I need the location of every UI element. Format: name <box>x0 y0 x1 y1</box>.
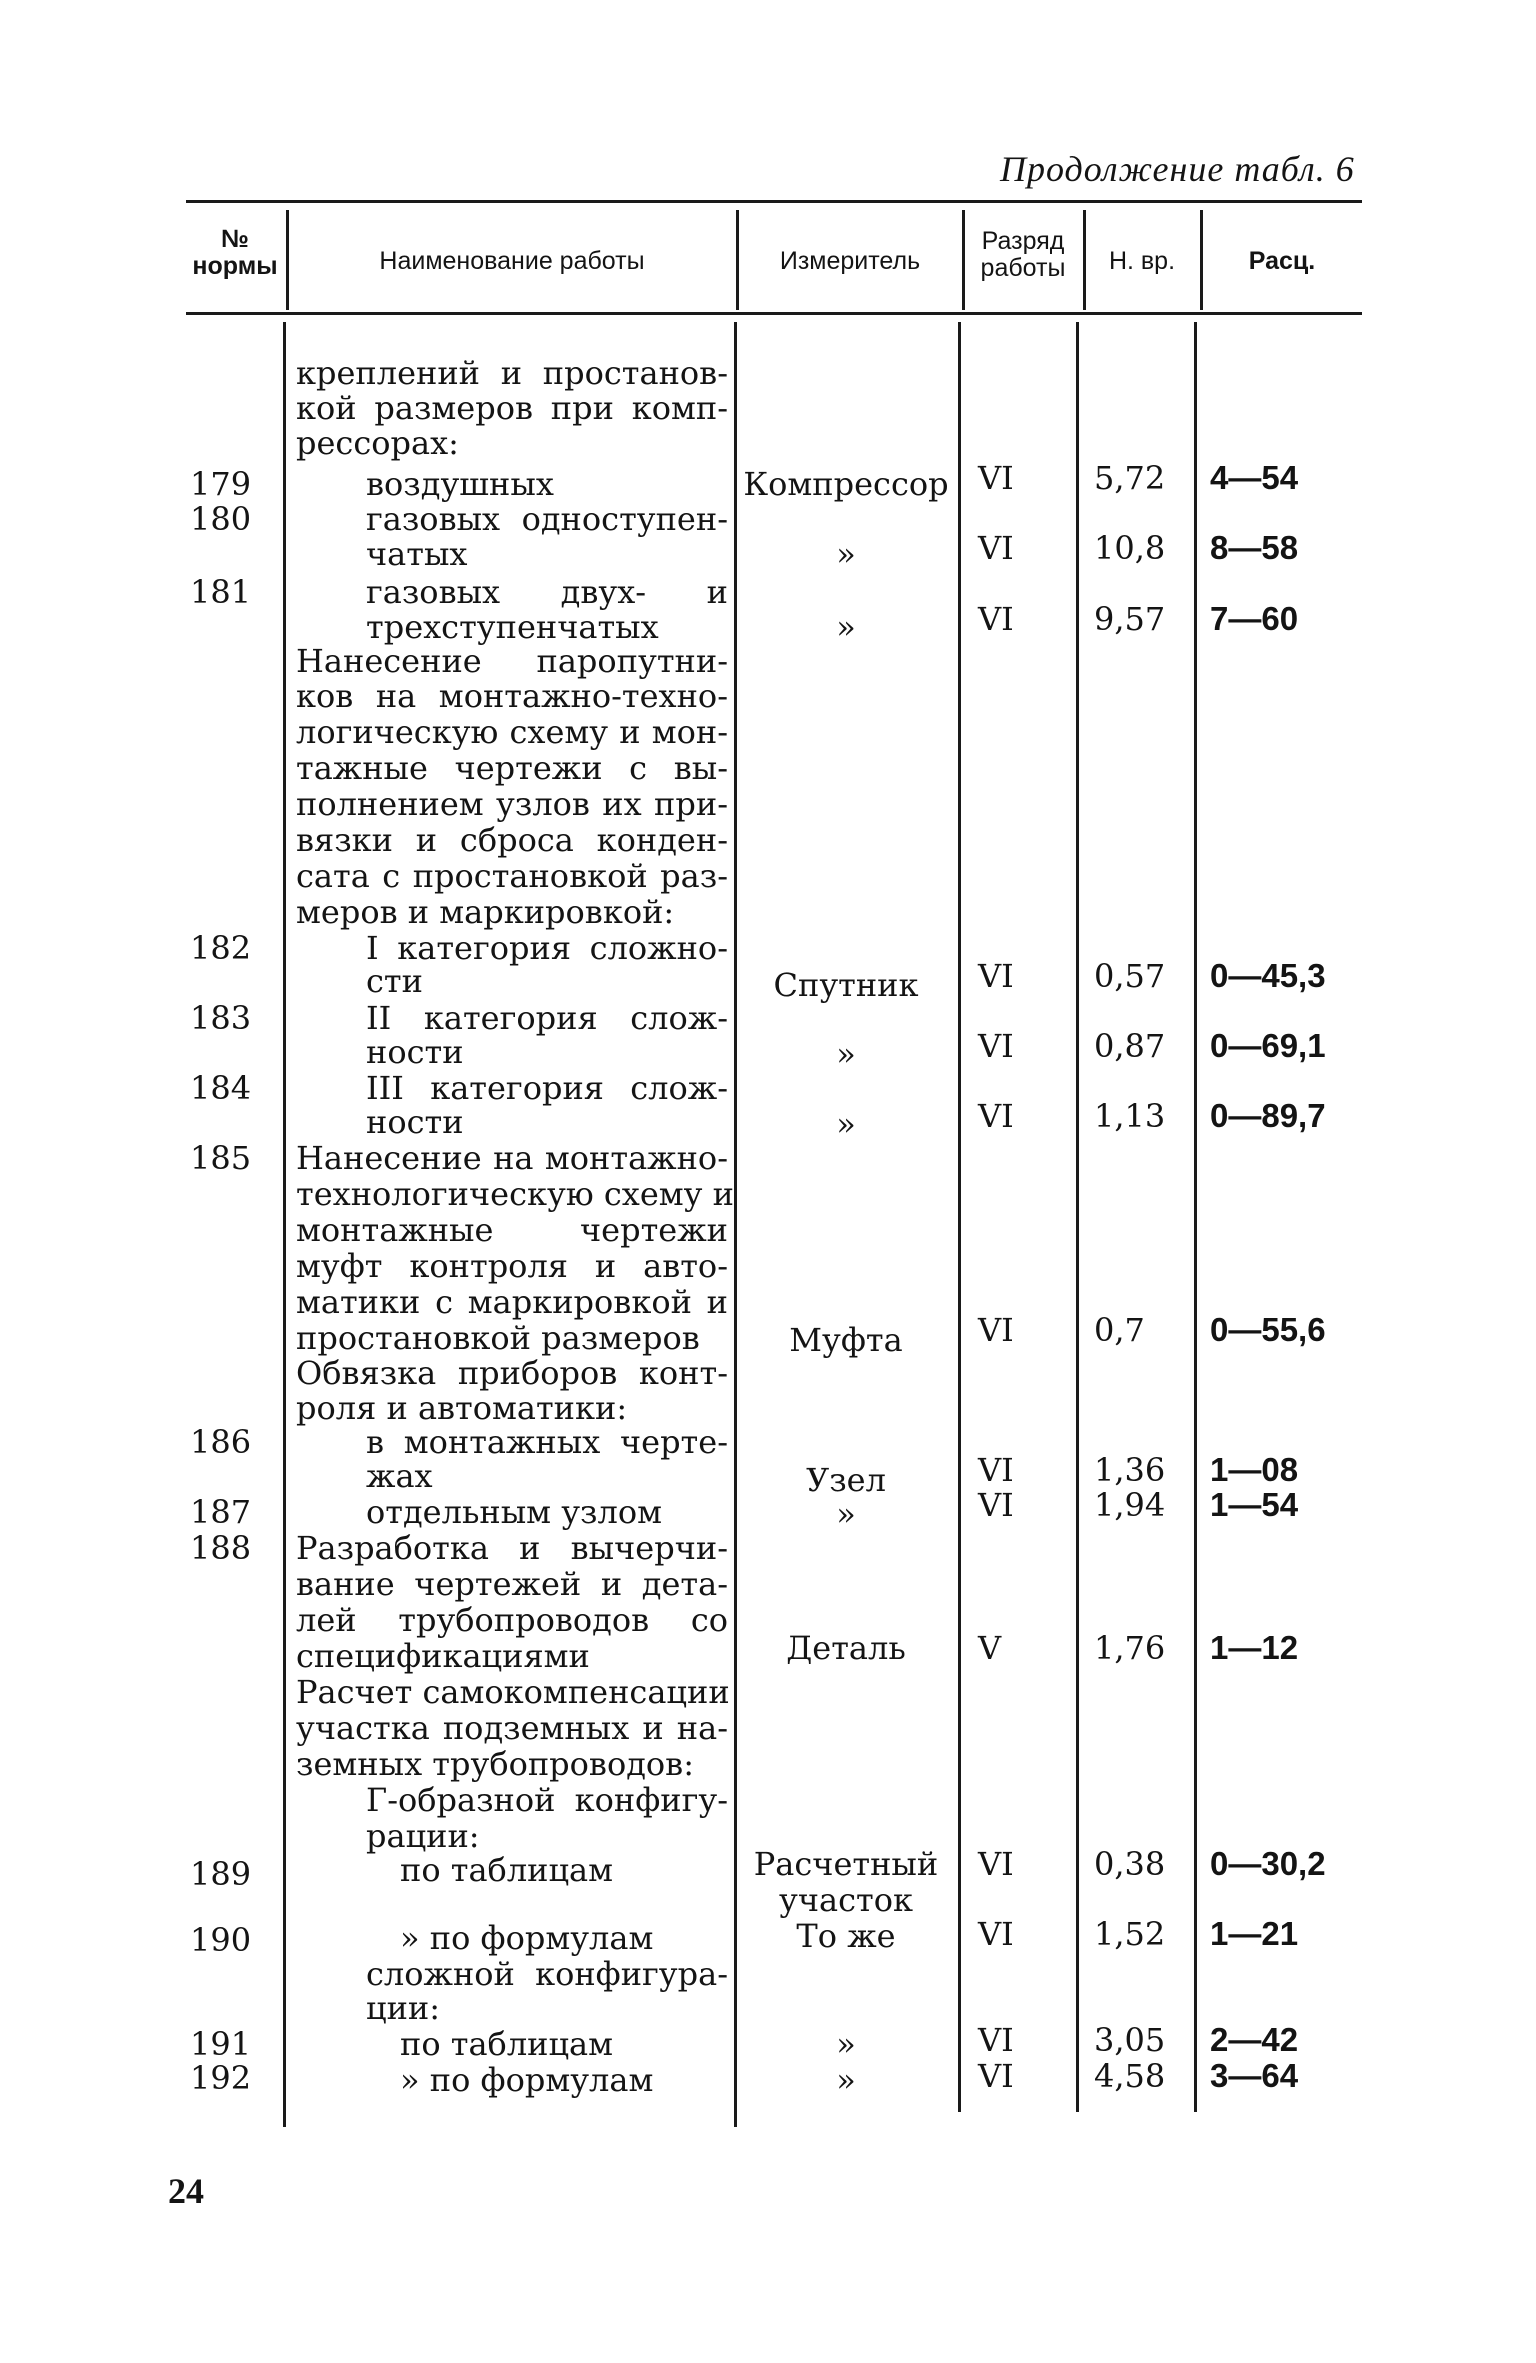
work-name-line: I категория сложно- <box>366 929 728 967</box>
work-name-line: меров и маркировкой: <box>296 893 675 931</box>
norm-number: 182 <box>190 929 252 967</box>
work-name-line: матики с маркировкой и <box>296 1283 728 1321</box>
header-grade-line1: Разряд <box>981 227 1065 255</box>
rate-value: 1—08 <box>1210 1451 1299 1488</box>
work-name-line: тажные чертежи с вы- <box>296 749 728 787</box>
work-name-line: отдельным узлом <box>366 1493 662 1531</box>
measure-unit: Муфта <box>789 1321 903 1359</box>
work-name-line: » по формулам <box>400 2061 654 2099</box>
work-name-line: роля и автоматики: <box>296 1389 628 1427</box>
rate-value: 0—69,1 <box>1210 1027 1326 1064</box>
work-name-line: II категория слож- <box>366 999 728 1037</box>
time-norm: 1,76 <box>1094 1629 1166 1667</box>
header-name: Наименование работы <box>379 247 645 275</box>
work-name-line: воздушных <box>366 465 554 503</box>
measure-unit: » <box>836 1035 856 1073</box>
norm-number: 190 <box>190 1921 252 1959</box>
time-norm: 1,36 <box>1094 1451 1166 1489</box>
header-grade <box>964 228 1082 282</box>
work-grade: VI <box>978 1451 1014 1489</box>
measure-unit: » <box>836 608 856 646</box>
work-grade: VI <box>978 1097 1014 1135</box>
work-name-line: логическую схему и мон- <box>296 713 728 751</box>
measure-unit: » <box>836 1105 856 1143</box>
work-grade: VI <box>978 1027 1014 1065</box>
table-continuation-caption: Продолжение табл. 6 <box>1000 149 1355 189</box>
work-grade: VI <box>978 1915 1014 1953</box>
work-name-line: Нанесение паропутни- <box>296 642 728 680</box>
work-name-line: сложной конфигура- <box>366 1955 728 1993</box>
rate-value: 1—12 <box>1210 1629 1299 1666</box>
work-grade: VI <box>978 600 1014 638</box>
work-name-line: креплений и простанов- <box>296 354 728 392</box>
measure-unit: » <box>836 2061 856 2099</box>
work-name-line: муфт контроля и авто- <box>296 1247 728 1285</box>
work-name-line: сата с простановкой раз- <box>296 857 728 895</box>
work-name-line: земных трубопроводов: <box>296 1745 694 1783</box>
work-name-line: ности <box>366 1033 464 1071</box>
column-divider <box>283 322 286 2127</box>
norm-number: 183 <box>190 999 252 1037</box>
work-grade: VI <box>978 1845 1014 1883</box>
work-grade: VI <box>978 2021 1014 2059</box>
work-name-line: ности <box>366 1103 464 1141</box>
header-grade-line2: работы <box>980 254 1066 282</box>
work-name-line: » по формулам <box>400 1919 654 1957</box>
rate-value: 4—54 <box>1210 459 1299 496</box>
work-name-line: простановкой размеров <box>296 1319 700 1357</box>
work-grade: VI <box>978 1311 1014 1349</box>
work-name-line: трехступенчатых <box>366 608 659 646</box>
header-time: Н. вр. <box>1108 247 1176 275</box>
time-norm: 3,05 <box>1094 2021 1166 2059</box>
header-number-label: нормы <box>192 252 278 280</box>
work-name-line: жах <box>366 1457 433 1495</box>
work-name-line: полнением узлов их при- <box>296 785 728 823</box>
work-name-line: вание чертежей и дета- <box>296 1565 728 1603</box>
column-divider <box>1194 322 1197 2112</box>
time-norm: 1,52 <box>1094 1915 1166 1953</box>
work-name-line: в монтажных черте- <box>366 1423 728 1461</box>
work-name-line: чатых <box>366 535 468 573</box>
rate-value: 7—60 <box>1210 600 1299 637</box>
work-name-line: технологическую схему и <box>296 1175 734 1213</box>
header-number-symbol: № <box>221 225 249 253</box>
norm-number: 179 <box>190 465 252 503</box>
measure-unit: » <box>836 1495 856 1533</box>
work-grade: VI <box>978 2057 1014 2095</box>
time-norm: 0,38 <box>1094 1845 1166 1883</box>
work-name-line: газовых двух- и <box>366 573 728 611</box>
work-name-line: газовых одноступен- <box>366 500 728 538</box>
header-rate: Расц. <box>1248 247 1316 275</box>
measure-unit: Деталь <box>786 1629 906 1667</box>
rate-value: 2—42 <box>1210 2021 1299 2058</box>
work-name-line: ции: <box>366 1989 441 2027</box>
rate-value: 0—89,7 <box>1210 1097 1326 1134</box>
header-measure: Измеритель <box>779 247 921 275</box>
work-name-line: по таблицам <box>400 1851 614 1889</box>
rate-value: 1—54 <box>1210 1486 1299 1523</box>
work-name-line: вязки и сброса конден- <box>296 821 728 859</box>
work-name-line: Разработка и вычерчи- <box>296 1529 728 1567</box>
rate-value: 3—64 <box>1210 2057 1299 2094</box>
norm-number: 189 <box>190 1855 252 1893</box>
norm-number: 191 <box>190 2025 252 2063</box>
norm-number: 181 <box>190 573 252 611</box>
norm-number: 192 <box>190 2059 252 2097</box>
time-norm: 5,72 <box>1094 459 1166 497</box>
measure-unit: Узел <box>806 1461 886 1499</box>
work-name-line: рессорах: <box>296 424 459 462</box>
norm-number: 184 <box>190 1069 252 1107</box>
norm-number: 187 <box>190 1493 252 1531</box>
time-norm: 9,57 <box>1094 600 1166 638</box>
header-number <box>188 226 282 280</box>
measure-unit: Компрессор <box>743 465 949 503</box>
work-name-line: Г-образной конфигу- <box>366 1781 728 1819</box>
measure-unit: » <box>836 535 856 573</box>
work-grade: VI <box>978 957 1014 995</box>
work-name-line: сти <box>366 962 423 1000</box>
work-grade: VI <box>978 529 1014 567</box>
time-norm: 4,58 <box>1094 2057 1166 2095</box>
norm-number: 186 <box>190 1423 252 1461</box>
column-divider <box>1076 322 1079 2112</box>
work-name-line: монтажные чертежи <box>296 1211 728 1249</box>
time-norm: 1,13 <box>1094 1097 1166 1135</box>
measure-unit: участок <box>779 1881 913 1919</box>
rate-value: 0—30,2 <box>1210 1845 1326 1882</box>
work-grade: VI <box>978 459 1014 497</box>
rate-value: 0—55,6 <box>1210 1311 1326 1348</box>
work-name-line: по таблицам <box>400 2025 614 2063</box>
work-name-line: участка подземных и на- <box>296 1709 728 1747</box>
time-norm: 1,94 <box>1094 1486 1166 1524</box>
time-norm: 0,7 <box>1094 1311 1145 1349</box>
work-name-line: кой размеров при комп- <box>296 389 728 427</box>
work-name-line: III категория слож- <box>366 1069 728 1107</box>
time-norm: 0,87 <box>1094 1027 1166 1065</box>
header-bottom-rule <box>186 312 1362 315</box>
column-divider <box>734 322 737 2127</box>
work-name-line: Нанесение на монтажно- <box>296 1139 728 1177</box>
work-name-line: ков на монтажно-техно- <box>296 677 728 715</box>
work-grade: VI <box>978 1486 1014 1524</box>
work-name-line: Расчет самокомпенсации <box>296 1673 730 1711</box>
rate-value: 1—21 <box>1210 1915 1299 1952</box>
rate-value: 0—45,3 <box>1210 957 1326 994</box>
rate-value: 8—58 <box>1210 529 1299 566</box>
column-divider <box>958 322 961 2112</box>
time-norm: 10,8 <box>1094 529 1166 567</box>
work-name-line: спецификациями <box>296 1637 590 1675</box>
header-divider <box>286 210 289 310</box>
measure-unit: Спутник <box>773 966 919 1004</box>
norm-number: 180 <box>190 500 252 538</box>
measure-unit: » <box>836 2025 856 2063</box>
header-top-rule <box>186 200 1362 203</box>
header-divider <box>736 210 739 310</box>
work-name-line: рации: <box>366 1817 480 1855</box>
time-norm: 0,57 <box>1094 957 1166 995</box>
work-name-line: Обвязка приборов конт- <box>296 1354 728 1392</box>
work-name-line: лей трубопроводов со <box>296 1601 728 1639</box>
measure-unit: Расчетный <box>753 1845 939 1883</box>
norm-number: 188 <box>190 1529 252 1567</box>
page-number: 24 <box>168 2171 204 2211</box>
work-grade: V <box>978 1629 1002 1667</box>
norm-number: 185 <box>190 1139 252 1177</box>
measure-unit: То же <box>796 1917 896 1955</box>
